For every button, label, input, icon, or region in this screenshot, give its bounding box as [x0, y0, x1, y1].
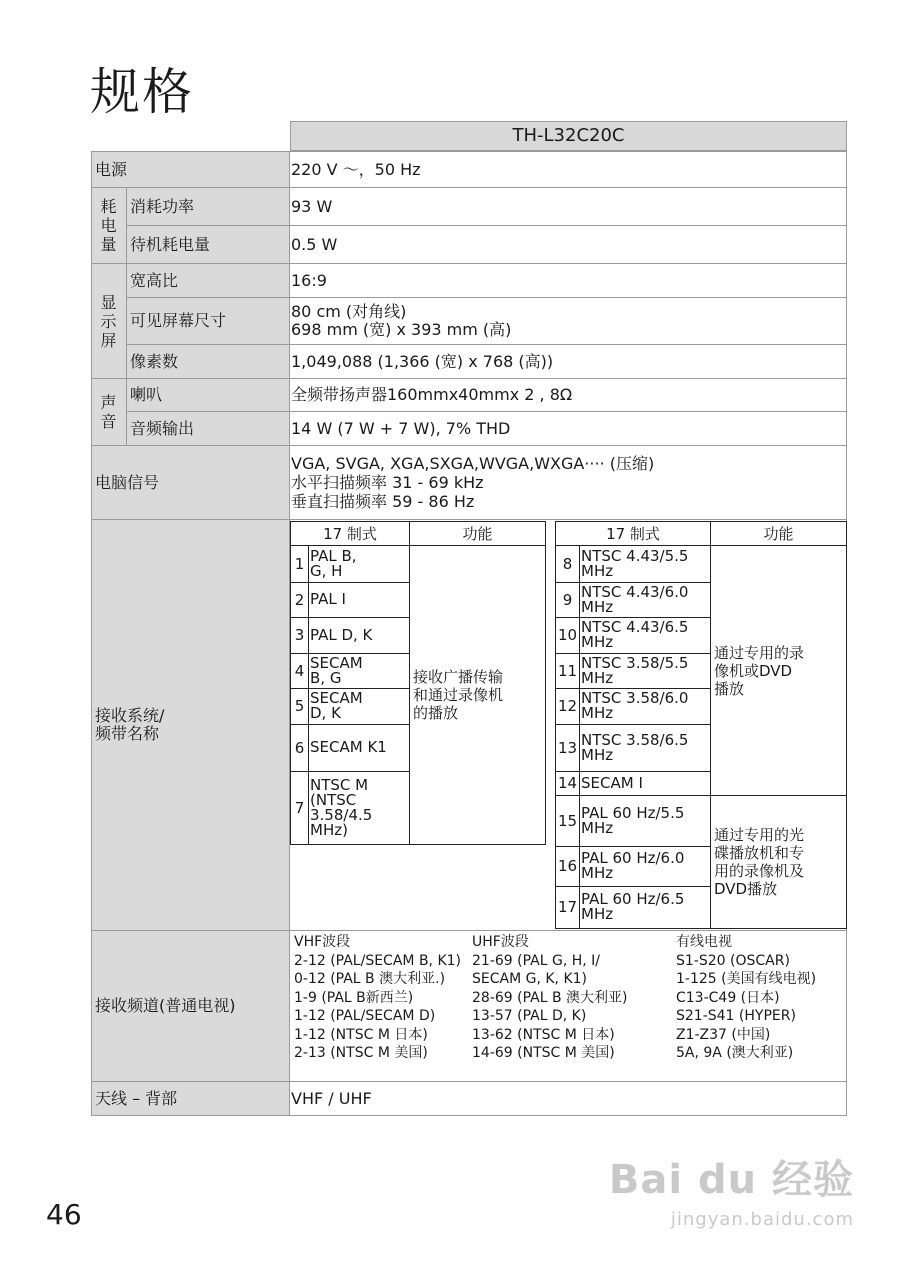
function-header: 功能	[409, 522, 545, 546]
system-name-line: NTSC 3.58/5.5	[581, 653, 689, 672]
system-number: 5	[294, 697, 305, 715]
system-number: 4	[294, 661, 305, 680]
row-line	[91, 187, 847, 188]
group-char: 电	[100, 216, 117, 235]
system-name-line: (NTSC	[310, 790, 357, 809]
system-name-line: SECAM	[310, 653, 363, 672]
row-line	[91, 519, 847, 520]
system-number: 12	[557, 697, 578, 715]
vhf-band-list	[294, 933, 461, 1063]
band-channel: 1-12 (PAL/SECAM D)	[294, 1008, 436, 1024]
receiving-system-label	[95, 520, 164, 930]
receiving-system-label-line2: 频带名称	[95, 724, 160, 743]
row-line	[91, 263, 847, 264]
row-line	[91, 1081, 847, 1082]
model-header: TH-L32C20C	[290, 121, 847, 151]
receiving-system-label-line1: 接收系统/	[95, 706, 165, 725]
function-line: DVD播放	[714, 880, 778, 898]
uhf-band-list	[472, 933, 627, 1063]
system-name	[309, 546, 409, 582]
band-channel: 5A, 9A (澳大利亚)	[676, 1045, 794, 1061]
system-name-line: PAL I	[310, 590, 346, 608]
system-name	[580, 886, 710, 928]
col-divider	[409, 522, 410, 844]
page-number: 46	[46, 1198, 82, 1231]
pixels-label: 像素数	[130, 351, 179, 371]
pixels-value: 1,049,088 (1,366 (宽) x 768 (高))	[291, 351, 554, 371]
pc-signal-vertical: 垂直扫描频率 59 - 86 Hz	[291, 492, 475, 511]
band-channel: 2-13 (NTSC M 美国)	[294, 1045, 428, 1061]
system-name-line: D, K	[310, 704, 341, 722]
group-char: 音	[100, 412, 117, 431]
antenna-value: VHF / UHF	[291, 1088, 372, 1108]
system-name	[580, 724, 710, 771]
systems-header: 17 制式	[556, 522, 710, 546]
system-name-line: SECAM	[310, 689, 363, 707]
row-line	[91, 151, 847, 152]
system-number: 11	[557, 661, 578, 680]
consumption-group-label	[91, 188, 126, 263]
band-heading: 有线电视	[676, 934, 732, 950]
speaker-value: 全频带扬声器160mmx40mmx 2 , 8Ω	[291, 385, 573, 404]
system-number: 3	[294, 626, 305, 644]
row-line	[91, 1115, 847, 1116]
band-channel: 1-9 (PAL B新西兰)	[294, 989, 414, 1006]
audio-output-value: 14 W (7 W + 7 W), 7% THD	[291, 418, 511, 438]
system-name	[309, 582, 409, 617]
band-channel: 14-69 (NTSC M 美国)	[472, 1045, 615, 1061]
band-channel: C13-C49 (日本)	[676, 989, 780, 1006]
system-number: 6	[294, 738, 305, 757]
system-name-line: MHz	[581, 633, 614, 651]
function-broadcast	[413, 546, 543, 844]
function-line: 播放	[714, 679, 745, 698]
system-number: 16	[557, 857, 578, 875]
standby-power-label: 待机耗电量	[130, 234, 211, 254]
system-name-line: MHz)	[310, 820, 348, 839]
band-channel: 1-125 (美国有线电视)	[676, 971, 817, 987]
screen-size-value	[291, 298, 511, 344]
function-line: 像机或DVD	[714, 661, 793, 680]
power-value: 220 V ～，50 Hz	[291, 159, 421, 179]
catv-band-list	[676, 933, 816, 1063]
system-number: 10	[557, 626, 578, 644]
standby-power-value: 0.5 W	[291, 234, 338, 254]
band-channel: S21-S41 (HYPER)	[676, 1008, 796, 1024]
aspect-value: 16:9	[291, 270, 327, 290]
band-heading: VHF波段	[294, 934, 351, 950]
system-name-line: SECAM K1	[310, 738, 387, 756]
group-char: 声	[100, 393, 117, 412]
system-name	[309, 771, 409, 844]
group-char: 耗	[100, 197, 117, 216]
systems-header: 17 制式	[291, 522, 409, 546]
system-name-line: PAL 60 Hz/6.0	[581, 849, 685, 867]
band-channel: 13-57 (PAL D, K)	[472, 1008, 587, 1024]
band-channel: 2-12 (PAL/SECAM B, K1)	[294, 952, 461, 969]
receiving-channels-label: 接收频道(普通电视)	[95, 996, 236, 1015]
band-channel: 28-69 (PAL B 澳大利亚)	[472, 989, 628, 1006]
system-name	[580, 688, 710, 724]
system-name	[309, 617, 409, 653]
antenna-label: 天线 – 背部	[95, 1088, 178, 1108]
function-disc-player	[714, 796, 844, 928]
pc-signal-formats: VGA, SVGA, XGA,SXGA,WVGA,WXGA···· (压缩)	[291, 454, 655, 473]
function-line: 的播放	[413, 704, 459, 722]
systems-table-left	[290, 521, 546, 845]
rated-power-value: 93 W	[291, 196, 333, 216]
system-name	[309, 724, 409, 771]
system-name-line: MHz	[581, 745, 614, 764]
row-line	[126, 225, 847, 226]
page-title: 规格	[90, 63, 194, 121]
system-name-line: MHz	[581, 562, 614, 580]
band-channel: 1-12 (NTSC M 日本)	[294, 1026, 428, 1043]
band-channel: S1-S20 (OSCAR)	[676, 952, 790, 969]
system-name-line: G, H	[310, 562, 343, 580]
sound-group-label	[91, 379, 126, 445]
function-line: 用的录像机及	[714, 862, 805, 880]
system-name	[580, 582, 710, 617]
system-name-line: PAL D, K	[310, 625, 373, 644]
function-line: 和通过录像机	[413, 686, 504, 704]
system-name-line: NTSC 4.43/6.0	[581, 582, 689, 601]
band-heading: UHF波段	[472, 934, 529, 950]
band-channel: SECAM G, K, K1)	[472, 971, 587, 987]
band-channel: 21-69 (PAL G, H, I/	[472, 952, 600, 969]
system-number: 17	[557, 898, 578, 916]
baidu-logo: Bai du 经验	[608, 1157, 854, 1203]
pc-signal-label: 电脑信号	[95, 472, 160, 492]
function-header: 功能	[710, 522, 846, 546]
system-name	[580, 653, 710, 688]
system-name-line: B, G	[310, 668, 342, 687]
function-line: 接收广播传输	[413, 668, 504, 686]
screen-size-label: 可见屏幕尺寸	[130, 311, 227, 330]
system-name	[580, 617, 710, 653]
system-name-line: 3.58/4.5	[310, 805, 373, 824]
system-name-line: NTSC M	[310, 775, 369, 794]
screen-size-dimensions: 698 mm (宽) x 393 mm (高)	[291, 320, 512, 339]
function-vcr-dvd	[714, 546, 844, 795]
power-label: 电源	[95, 159, 128, 179]
system-name-line: MHz	[581, 668, 614, 687]
system-name-line: MHz	[581, 905, 614, 923]
system-name	[580, 795, 710, 846]
band-channel: 13-62 (NTSC M 日本)	[472, 1026, 615, 1043]
system-name-line: NTSC 4.43/5.5	[581, 547, 689, 565]
system-number: 2	[294, 590, 305, 609]
col-divider	[710, 522, 711, 928]
pc-signal-horizontal: 水平扫描频率 31 - 69 kHz	[291, 473, 484, 492]
function-line: 通过专用的录	[714, 643, 805, 662]
band-channel: 0-12 (PAL B 澳大利亚.)	[294, 971, 446, 987]
system-number: 9	[562, 590, 573, 609]
system-name-line: NTSC 4.43/6.5	[581, 618, 689, 636]
audio-output-label: 音频输出	[130, 418, 195, 438]
system-name-line: PAL B,	[310, 547, 357, 565]
systems-table-right	[555, 521, 847, 929]
group-char: 屏	[100, 330, 117, 350]
system-name	[309, 653, 409, 688]
system-name-line: MHz	[581, 597, 614, 616]
function-line: 碟播放机和专	[714, 844, 805, 862]
system-name-line: MHz	[581, 818, 614, 837]
watermark-url: jingyan.baidu.com	[670, 1209, 854, 1230]
group-char: 量	[100, 235, 117, 254]
system-name-line: PAL 60 Hz/6.5	[581, 890, 685, 908]
function-line: 通过专用的光	[714, 826, 805, 844]
system-name	[309, 688, 409, 724]
system-name-line: MHz	[581, 864, 614, 882]
screen-size-diagonal: 80 cm (对角线)	[291, 302, 407, 321]
rated-power-label: 消耗功率	[130, 196, 195, 216]
system-name-line: NTSC 3.58/6.0	[581, 689, 689, 707]
system-number: 15	[557, 811, 578, 830]
system-name-line: MHz	[581, 704, 614, 722]
system-name-line: SECAM I	[581, 773, 643, 792]
system-name	[580, 846, 710, 886]
pc-signal-value	[291, 446, 654, 519]
baidu-watermark	[609, 1148, 854, 1230]
group-char: 显	[100, 292, 117, 312]
system-number: 13	[557, 738, 578, 757]
aspect-label: 宽高比	[130, 270, 179, 290]
system-number: 7	[294, 798, 305, 817]
system-number: 1	[294, 555, 305, 573]
system-name	[580, 546, 710, 582]
band-channel: Z1-Z37 (中国)	[676, 1026, 771, 1043]
display-group-label	[91, 264, 126, 378]
system-name	[580, 771, 710, 795]
system-name-line: PAL 60 Hz/5.5	[581, 803, 685, 822]
speaker-label: 喇叭	[130, 385, 163, 404]
system-number: 8	[562, 555, 573, 573]
group-char: 示	[100, 311, 117, 331]
system-number: 14	[557, 774, 578, 792]
system-name-line: NTSC 3.58/6.5	[581, 730, 689, 749]
